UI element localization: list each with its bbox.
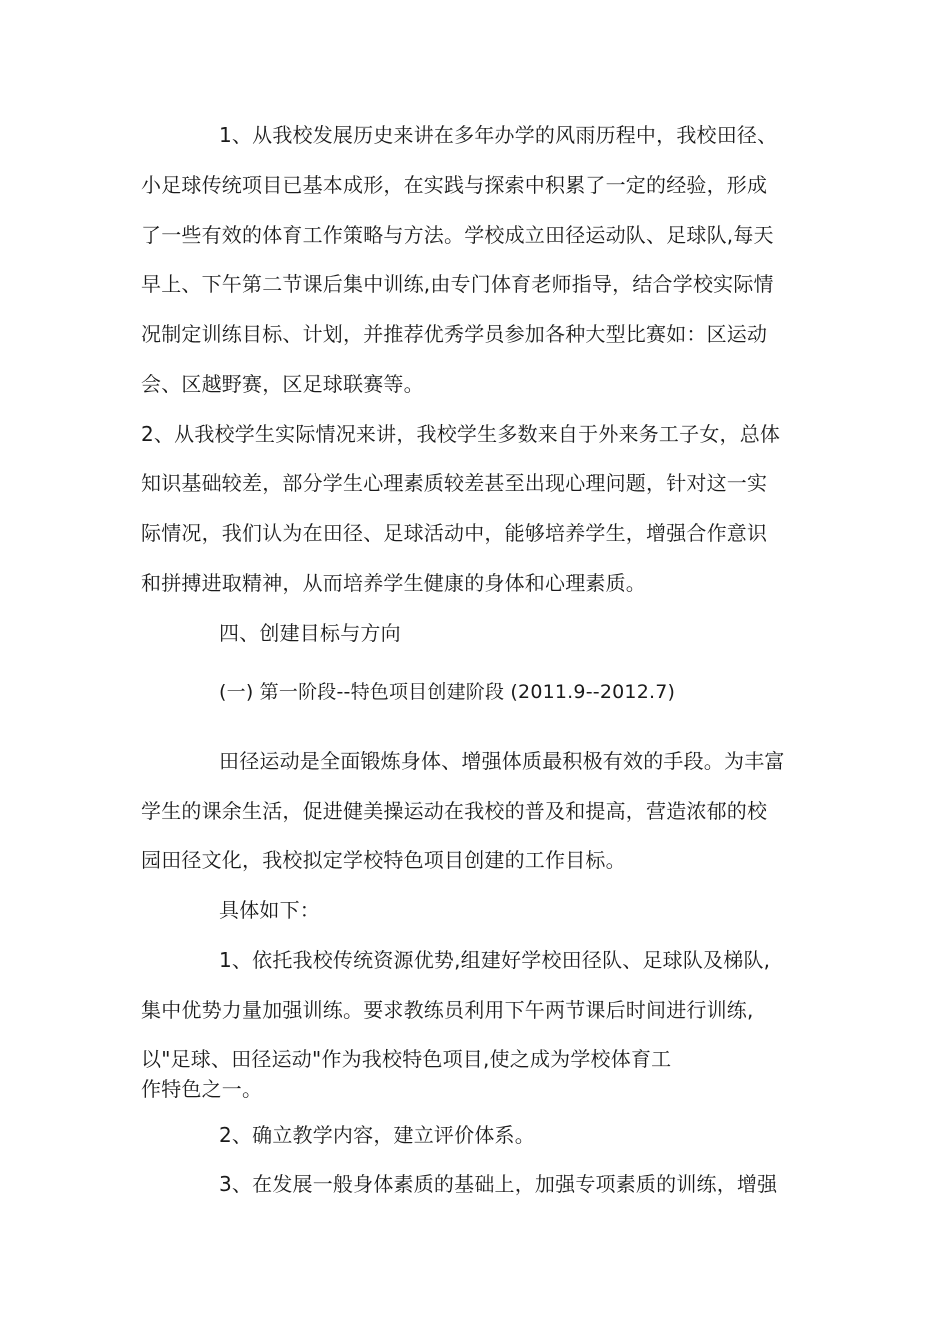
text-line: 学生的课余生活，促进健美操运动在我校的普及和提高，营造浓郁的校 xyxy=(141,799,768,823)
text-line: 况制定训练目标、计划，并推荐优秀学员参加各种大型比赛如：区运动 xyxy=(141,322,768,346)
text-line: 早上、下午第二节课后集中训练,由专门体育老师指导，结合学校实际情 xyxy=(141,272,774,296)
section-heading: 四、创建目标与方向 xyxy=(219,621,401,645)
text-line: 会、区越野赛，区足球联赛等。 xyxy=(141,372,424,396)
stage-heading: (一) 第一阶段--特色项目创建阶段 (2011.9--2012.7) xyxy=(219,681,676,703)
text-line: 际情况，我们认为在田径、足球活动中，能够培养学生，增强合作意识 xyxy=(141,521,768,545)
text-line: 1、从我校发展历史来讲在多年办学的风雨历程中，我校田径、 xyxy=(219,123,778,147)
text-line: 了一些有效的体育工作策略与方法。学校成立田径运动队、足球队,每天 xyxy=(141,223,774,247)
details-intro: 具体如下： xyxy=(219,898,320,922)
text-line: 集中优势力量加强训练。要求教练员利用下午两节课后时间进行训练, xyxy=(141,998,754,1022)
text-line: 以"足球、田径运动"作为我校特色项目,使之成为学校体育工 xyxy=(141,1047,672,1071)
list-item-3: 3、在发展一般身体素质的基础上，加强专项素质的训练，增强 xyxy=(219,1172,778,1196)
text-line: 园田径文化，我校拟定学校特色项目创建的工作目标。 xyxy=(141,848,626,872)
text-line: 和拼搏进取精神，从而培养学生健康的身体和心理素质。 xyxy=(141,571,646,595)
text-line: 1、依托我校传统资源优势,组建好学校田径队、足球队及梯队, xyxy=(219,948,771,972)
text-line: 作特色之一。 xyxy=(141,1077,263,1101)
text-line: 知识基础较差，部分学生心理素质较差甚至出现心理问题，针对这一实 xyxy=(141,471,768,495)
text-line: 2、从我校学生实际情况来讲，我校学生多数来自于外来务工子女，总体 xyxy=(141,422,781,446)
list-item-2: 2、确立教学内容，建立评价体系。 xyxy=(219,1123,535,1147)
text-line: 小足球传统项目已基本成形，在实践与探索中积累了一定的经验，形成 xyxy=(141,173,768,197)
text-line: 田径运动是全面锻炼身体、增强体质最积极有效的手段。为丰富 xyxy=(219,749,785,773)
